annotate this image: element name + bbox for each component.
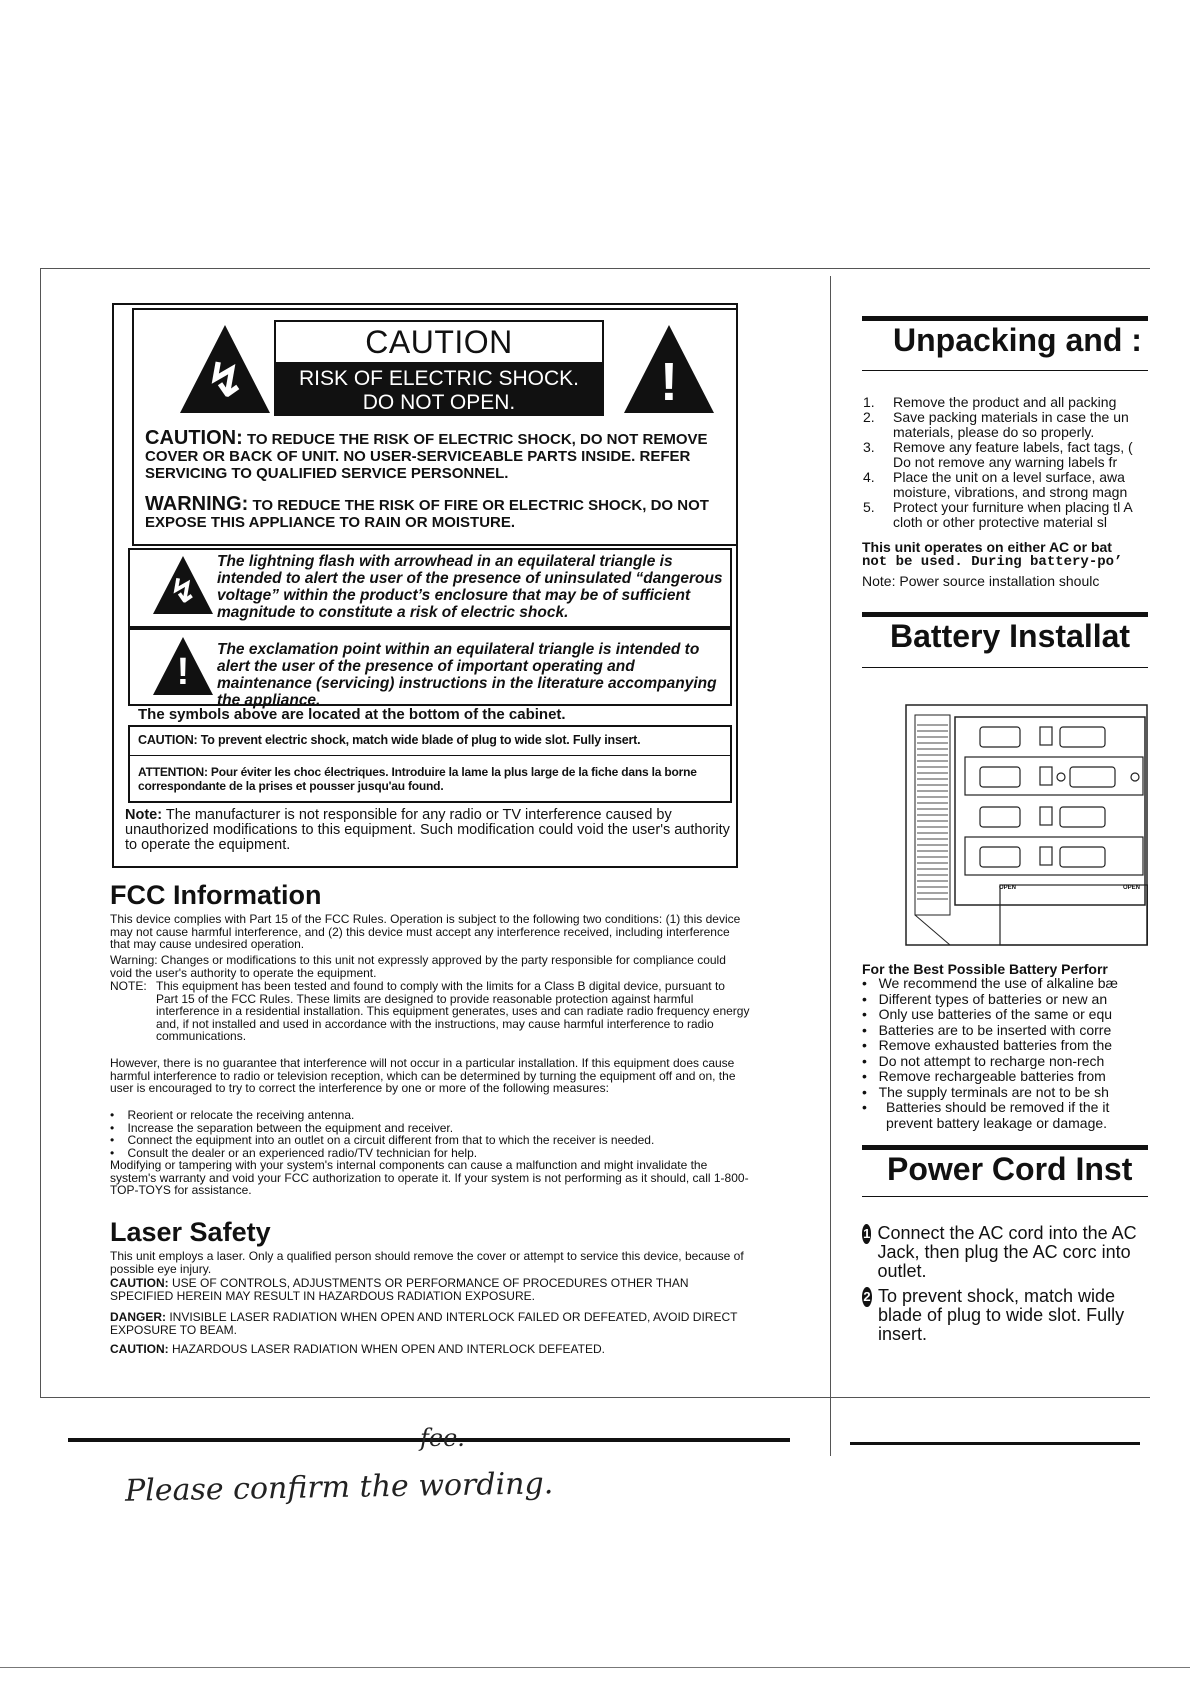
power-source-note: Note: Power source installation shoulc: [862, 573, 1100, 589]
lightning-bolt-glyph: ↯: [206, 354, 245, 406]
fcc-tampering: Modifying or tampering with your system's internal components can cause a malfunction and might invalidate the system's warranty and void your FCC authorization to operate it. If your system is not performing as it should, call 1-800-TOP-TOYS for assistance.: [110, 1158, 749, 1197]
step-1-number: 1: [862, 1224, 871, 1244]
list-item: • Increase the separation between the equipment and receiver.: [110, 1120, 454, 1135]
fcc-note-text: This equipment has been tested and found to comply with the limits for a Class B digital device, pursuant to Part 15 of the FCC Rules. These limits are designed to provide reasonable protection against harmful interference in a residential installation. This equipment generates, uses and can radiate radio frequency energy and, if not installed and used in accordance with the instructions, may cause harmful interference to radio communications.: [156, 979, 750, 1043]
battery-compartment-diagram: [905, 685, 1148, 947]
laser-caution-1: CAUTION: USE OF CONTROLS, ADJUSTMENTS OR PERFORMANCE OF PROCEDURES OTHER THAN SPECIFIED HEREIN MAY RESULT IN HAZARDOUS RADIATION EXPOSURE.: [110, 1276, 689, 1303]
fcc-note: [110, 980, 750, 1043]
power-cord-top-rule: [862, 1145, 1148, 1150]
list-item: 2. Save packing materials in case the un materials, please do so properly.: [863, 409, 1129, 440]
open-label-right: OPEN: [1123, 885, 1141, 891]
power-cord-step-2: [862, 1287, 1148, 1344]
bottom-rule-right: [850, 1442, 1140, 1445]
bottom-frame-rule: [40, 1397, 1150, 1398]
risk-of-shock-banner: [274, 364, 604, 416]
list-item: • We recommend the use of alkaline bæ: [862, 976, 1118, 991]
list-item: • Different types of batteries or new an: [862, 991, 1108, 1007]
top-frame-rule: [40, 268, 1150, 269]
battery-top-rule: [862, 612, 1148, 617]
exclamation-note-text: The exclamation point within an equilateral triangle is intended to alert the user of the presence of important operating and maintenance (servicing) instructions in the literature accompanying the appliance.: [217, 641, 717, 709]
laser-danger: DANGER: INVISIBLE LASER RADIATION WHEN OPEN AND INTERLOCK FAILED OR DEFEATED, AVOID DIRECT EXPOSURE TO BEAM.: [110, 1310, 738, 1337]
step-2-number: 2: [862, 1287, 872, 1307]
manufacturer-note: [125, 808, 730, 853]
list-item: • Do not attempt to recharge non-rech: [862, 1053, 1105, 1069]
handwritten-insert: fee.: [420, 1424, 465, 1452]
battery-best-heading: For the Best Possible Battery Perforr: [862, 961, 1108, 977]
left-frame-rule: [40, 268, 41, 1398]
plug-attention-text: ATTENTION: Pour éviter les choc électriques. Introduire la lame la plus large de la fiche dans la borne correspondante de la prises et pousser jusqu'au found.: [138, 765, 697, 793]
open-label-left: OPEN: [999, 885, 1017, 891]
fcc-heading: FCC Information: [110, 880, 322, 910]
lightning-note-glyph: ↯: [169, 573, 197, 609]
symbols-location-text: The symbols above are located at the bottom of the cabinet.: [138, 706, 566, 723]
unpacking-list: [863, 395, 1148, 530]
laser-heading: Laser Safety: [110, 1217, 271, 1247]
laser-caution-2: CAUTION: HAZARDOUS LASER RADIATION WHEN OPEN AND INTERLOCK DEFEATED.: [110, 1342, 605, 1356]
list-item: • Consult the dealer or an experienced radio/TV technician for help.: [110, 1145, 478, 1160]
power-mode-line-1: This unit operates on either AC or bat: [862, 539, 1112, 555]
list-item: • Connect the equipment into an outlet on a circuit different from that to which the receiver is needed.: [110, 1133, 655, 1147]
list-item: 1. Remove the product and all packing: [863, 395, 1117, 410]
laser-paragraph: This unit employs a laser. Only a qualified person should remove the cover or attempt to service this device, because of possible eye injury.: [110, 1249, 744, 1276]
power-cord-heading: Power Cord Inst: [887, 1151, 1133, 1187]
fcc-warning: Warning: Changes or modifications to this unit not expressly approved by the party responsible for compliance could void the user's authority to operate the equipment.: [110, 953, 726, 980]
unpacking-bottom-rule: [862, 370, 1148, 371]
step-1-text: Connect the AC cord into the AC Jack, then plug the AC corc into outlet.: [877, 1224, 1137, 1281]
note-lead: Note:: [125, 807, 163, 823]
warning-paragraph: WARNING: TO REDUCE THE RISK OF FIRE OR ELECTRIC SHOCK, DO NOT EXPOSE THIS APPLIANCE TO RAIN OR MOISTURE.: [145, 493, 709, 531]
caution-title: CAUTION: [274, 320, 604, 364]
list-item: 5. Protect your furniture when placing tl A cloth or other protective material sl: [863, 499, 1132, 530]
list-item: • Remove rechargeable batteries from: [862, 1069, 1106, 1084]
battery-compartment-svg: [905, 685, 1148, 947]
risk-line-2: DO NOT OPEN.: [362, 391, 516, 414]
fcc-however: However, there is no guarantee that interference will not occur in a particular installation. If this equipment does cause harmful interference to radio or television reception, which can be determined by turning the equipment off and on, the user is encouraged to try to correct the interference by one or more of the following measures:: [110, 1056, 736, 1095]
exclamation-glyph: !: [660, 352, 678, 412]
step-2-text: To prevent shock, match wide blade of plug to wide slot. Fully insert.: [877, 1287, 1125, 1344]
list-item: • The supply terminals are not to be sh: [862, 1084, 1109, 1100]
list-item: • Reorient or relocate the receiving antenna.: [110, 1108, 355, 1122]
center-frame-rule: [830, 276, 831, 1456]
handwritten-note: Please confirm the wording.: [124, 1466, 554, 1509]
power-mode-line-2: not be used. During battery-po’: [862, 554, 1123, 570]
plug-caution-text: CAUTION: To prevent electric shock, match wide blade of plug to wide slot. Fully insert.: [138, 733, 641, 747]
unpacking-heading: Unpacking and :: [893, 322, 1142, 358]
exclamation-note-glyph: !: [176, 651, 190, 693]
page-bottom-rule: [0, 1667, 1190, 1668]
list-item: 3. Remove any feature labels, fact tags, ( Do not remove any warning labels fr: [863, 439, 1133, 470]
plug-divider: [128, 755, 732, 756]
list-item: • Batteries should be removed if the it prevent battery leakage or damage.: [862, 1099, 1110, 1131]
list-item: • Only use batteries of the same or equ: [862, 1007, 1113, 1022]
battery-heading: Battery Installat: [890, 618, 1131, 654]
list-item: 4. Place the unit on a level surface, awa moisture, vibrations, and strong magn: [863, 469, 1128, 500]
risk-line-1: RISK OF ELECTRIC SHOCK.: [298, 367, 580, 390]
caution-paragraph: CAUTION: TO REDUCE THE RISK OF ELECTRIC SHOCK, DO NOT REMOVE COVER OR BACK OF UNIT. NO USER-SERVICEABLE PARTS INSIDE. REFER SERVICING TO QUALIFIED SERVICE PERSONNEL.: [145, 427, 708, 482]
note-text: The manufacturer is not responsible for any radio or TV interference caused by unauthorized modifications to this equipment. Such modification could void the user's authority to operate the equipment.: [125, 807, 730, 853]
fcc-paragraph-1: This device complies with Part 15 of the FCC Rules. Operation is subject to the following two conditions: (1) this device may not cause harmful interference, and (2) this device must accept any interference received, including interference that may cause undesired operation.: [110, 912, 741, 951]
battery-tips-list: [862, 976, 1148, 1131]
lightning-note-text: The lightning flash with arrowhead in an equilateral triangle is intended to alert the user of the presence of uninsulated “dangerous voltage” within the product’s enclosure that may be of sufficient magnitude to constitute a risk of electric shock.: [217, 553, 723, 621]
battery-bottom-rule: [862, 667, 1148, 668]
list-item: • Batteries are to be inserted with corre: [862, 1022, 1112, 1038]
fcc-measures-list: [110, 1109, 750, 1159]
list-item: • Remove exhausted batteries from the: [862, 1038, 1113, 1053]
unpacking-top-rule: [862, 316, 1148, 321]
power-cord-bottom-rule: [862, 1196, 1148, 1197]
fcc-note-label: NOTE:: [110, 979, 147, 993]
power-cord-step-1: [862, 1224, 1148, 1281]
